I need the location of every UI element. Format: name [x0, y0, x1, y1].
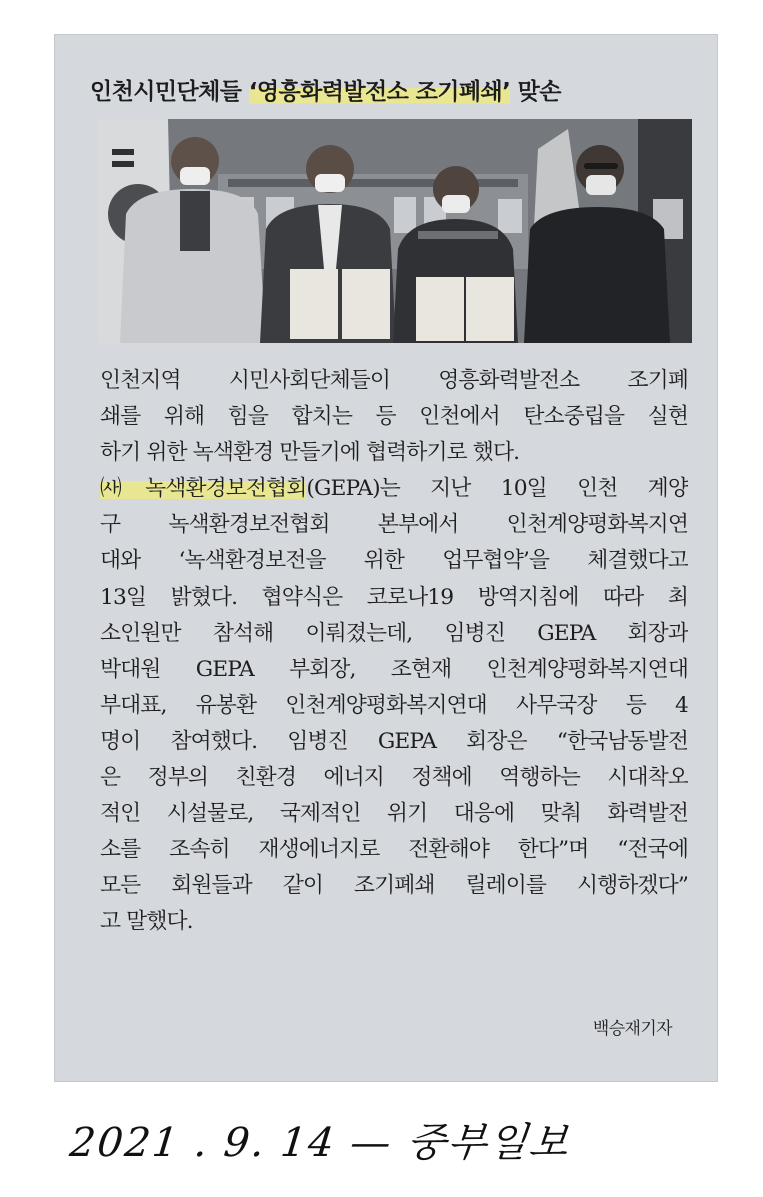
body-line-16: 고 말했다. — [100, 909, 193, 935]
article-headline — [90, 72, 561, 112]
body-line-4-rest: (GEPA)는 지난 10일 인천 계양 — [306, 476, 688, 502]
body-line-7: 13일 밝혔다. 협약식은 코로나19 방역지침에 따라 최 — [100, 584, 688, 610]
body-line-11: 명이 참여했다. 임병진 GEPA 회장은 “한국남동발전 — [100, 728, 688, 754]
newspaper-clipping — [54, 34, 718, 1082]
body-line-1: 인천지역 시민사회단체들이 영흥화력발전소 조기폐 — [100, 368, 688, 393]
article-photo — [98, 119, 692, 343]
body-line-15: 모든 회원들과 같이 조기폐쇄 릴레이를 시행하겠다” — [100, 873, 688, 899]
organization-name-highlight: ㈔녹색환경보전협회 — [100, 476, 307, 502]
body-line-4 — [100, 471, 688, 507]
body-line-3: 하기 위한 녹색환경 만들기에 협력하기로 했다. — [100, 440, 520, 466]
headline-suffix: 맞손 — [510, 79, 561, 105]
body-line-12: 은 정부의 친환경 에너지 정책에 역행하는 시대착오 — [100, 765, 688, 791]
body-line-5: 구 녹색환경보전협회 본부에서 인천계양평화복지연 — [100, 512, 688, 538]
body-line-14: 소를 조속히 재생에너지로 전환해야 한다”며 “전국에 — [100, 837, 688, 863]
body-line-13: 적인 시설물로, 국제적인 위기 대응에 맞춰 화력발전 — [100, 801, 688, 827]
body-line-6: 대와 ‘녹색환경보전을 위한 업무협약’을 체결했다고 — [100, 548, 688, 574]
article-body — [100, 363, 688, 941]
photo-illustration — [98, 119, 692, 343]
headline-highlighted: ‘영흥화력발전소 조기폐쇄’ — [248, 79, 511, 105]
reporter-byline: 백승재기자 — [592, 1019, 672, 1039]
headline-prefix: 인천시민단체들 — [90, 79, 249, 105]
body-line-2: 쇄를 위해 힘을 합치는 등 인천에서 탄소중립을 실현 — [100, 404, 688, 430]
handwritten-date-source: 2021 . 9. 14 — 중부일보 — [67, 1120, 573, 1166]
body-line-10: 부대표, 유봉환 인천계양평화복지연대 사무국장 등 4 — [100, 692, 688, 718]
body-line-9: 박대원 GEPA 부회장, 조현재 인천계양평화복지연대 — [100, 656, 688, 682]
body-line-8: 소인원만 참석해 이뤄졌는데, 임병진 GEPA 회장과 — [100, 620, 688, 646]
